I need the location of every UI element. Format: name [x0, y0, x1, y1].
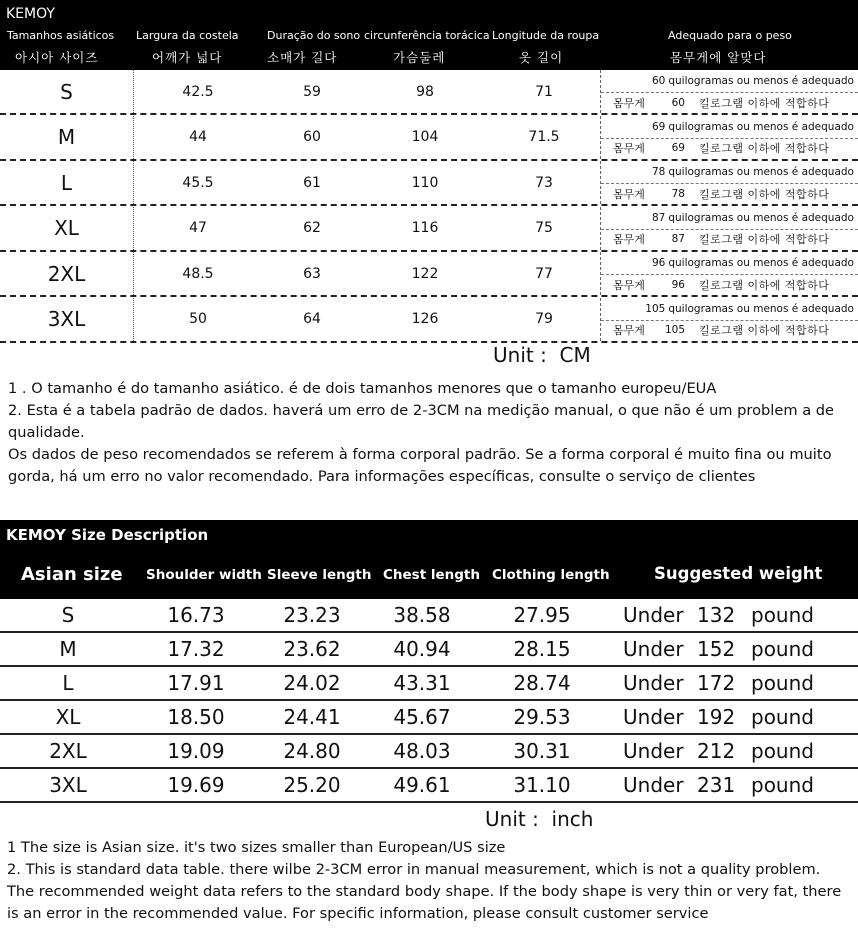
size-cell: M [0, 116, 134, 159]
weight-value: 96 [651, 257, 666, 269]
weight-value: 69 [671, 142, 685, 154]
chest-cell: 43.31 [393, 671, 451, 695]
weight-pt [601, 208, 858, 228]
length-cell: 77 [535, 265, 553, 282]
weight-prefix: Under [623, 671, 684, 695]
length-cell: 71.5 [528, 129, 560, 145]
size-cell: M [59, 637, 77, 661]
inch-col-weight: Suggested weight [654, 564, 823, 583]
inch-brand: KEMOY Size Description [6, 526, 209, 544]
size-cell: 2XL [49, 739, 87, 763]
weight-value: 172 [697, 671, 736, 695]
weight-ko [601, 274, 858, 294]
sleeve-cell: 23.23 [283, 603, 341, 627]
shoulder-cell: 18.50 [167, 705, 225, 729]
shoulder-cell: 17.32 [167, 637, 225, 661]
chest-cell: 45.67 [393, 705, 451, 729]
length-cell: 75 [535, 220, 553, 236]
weight-value: 69 [651, 120, 666, 133]
inch-col-length: Clothing length [492, 567, 610, 583]
chest-cell: 40.94 [393, 637, 451, 661]
length-cell: 71 [535, 83, 553, 100]
size-cell: S [61, 603, 75, 627]
inch-notes [7, 837, 852, 925]
table-row [0, 161, 858, 206]
sleeve-cell: 24.80 [283, 739, 341, 763]
table-row [0, 116, 858, 161]
weight-pt [601, 117, 858, 137]
chest-cell: 104 [411, 129, 439, 145]
table-row [0, 70, 858, 115]
weight-prefix: Under [623, 637, 684, 661]
weight-cell [600, 298, 858, 341]
weight-ko-text: 킬로그램 이하에 적합하다 [699, 324, 830, 337]
weight-ko-text: 킬로그램 이하에 적합하다 [699, 278, 830, 292]
weight-pt-text: quilogramas ou menos é adequado [668, 120, 854, 133]
weight-ko-label: 몸무게 [613, 233, 645, 246]
weight-value: 132 [697, 603, 736, 627]
weight-ko-text: 킬로그램 이하에 적합하다 [699, 96, 830, 110]
chest-cell: 126 [411, 311, 439, 327]
sleeve-cell: 25.20 [283, 773, 341, 797]
chest-cell: 116 [411, 220, 439, 236]
cm-col-length: Longitude da roupa 옷 길이 [492, 29, 600, 65]
length-cell: 27.95 [513, 603, 571, 627]
cm-note-3: Os dados de peso recomendados se referem à forma corporal padrão. Se a forma corporal é muito fina ou muito gorda, há um erro no valor recomendado. Para informações específicas, consulte o serviço de clientes [8, 446, 832, 485]
weight-pt-text: quilogramas ou menos é adequado [668, 302, 854, 315]
chest-cell: 98 [416, 83, 434, 100]
size-cell: 2XL [0, 252, 134, 295]
chest-cell: 49.61 [393, 773, 451, 797]
inch-col-shoulder: Shoulder width [146, 567, 262, 583]
size-cell: L [0, 161, 134, 204]
weight-ko-text: 킬로그램 이하에 적합하다 [699, 233, 830, 246]
shoulder-cell: 42.5 [182, 83, 214, 100]
weight-pt-text: quilogramas ou menos é adequado [668, 257, 854, 269]
cm-brand: KEMOY [6, 6, 55, 22]
weight-cell [600, 252, 858, 295]
cm-note-1: 1 . O tamanho é do tamanho asiático. é de dois tamanhos menores que o tamanho europeu/EUA [8, 380, 717, 397]
cm-col-size: Tamanhos asiáticos 아시아 사이즈 [7, 29, 115, 65]
weight-ko-text: 킬로그램 이하에 적합하다 [699, 142, 830, 155]
length-cell: 28.74 [513, 671, 571, 695]
chest-cell: 38.58 [393, 603, 451, 627]
weight-ko-label: 몸무게 [613, 142, 645, 155]
table-row [0, 735, 858, 769]
size-cell: 3XL [0, 298, 134, 341]
weight-ko [601, 138, 858, 158]
inch-col-chest: Chest length [383, 567, 480, 583]
weight-pt [601, 253, 858, 273]
weight-value: 105 [665, 324, 686, 336]
weight-value: 60 [651, 75, 666, 87]
weight-prefix: Under [623, 773, 684, 797]
shoulder-cell: 45.5 [182, 174, 214, 191]
weight-value: 105 [645, 302, 666, 315]
cm-unit-label: Unit : CM [493, 343, 591, 367]
weight-ko-label: 몸무게 [613, 96, 645, 110]
size-cell: 3XL [49, 773, 87, 797]
inch-col-sleeve: Sleeve length [267, 567, 372, 583]
sleeve-cell: 23.62 [283, 637, 341, 661]
weight-ko [601, 320, 858, 340]
weight-ko-label: 몸무게 [613, 278, 645, 292]
table-row [0, 252, 858, 297]
weight-value: 78 [651, 166, 666, 178]
cm-col-shoulder: Largura da costela 어깨가 넓다 [136, 29, 239, 65]
weight-value: 60 [671, 96, 685, 109]
sleeve-cell: 24.41 [283, 705, 341, 729]
weight-prefix: Under [623, 739, 684, 763]
shoulder-cell: 17.91 [167, 671, 225, 695]
weight-unit: pound [751, 705, 814, 729]
weight-unit: pound [751, 739, 814, 763]
weight-unit: pound [751, 637, 814, 661]
weight-value: 152 [697, 637, 736, 661]
cm-col-chest: circunferência torácica 가슴둘레 [364, 29, 490, 65]
weight-pt-text: quilogramas ou menos é adequado [668, 166, 854, 178]
weight-ko [601, 183, 858, 203]
sleeve-cell: 64 [303, 311, 321, 327]
table-row [0, 701, 858, 735]
table-row [0, 207, 858, 252]
cm-col-weight: Adequado para o peso 몸무게에 알맞다 [668, 29, 792, 65]
weight-value: 78 [671, 187, 685, 200]
shoulder-cell: 19.69 [167, 773, 225, 797]
length-cell: 30.31 [513, 739, 571, 763]
weight-prefix: Under [623, 603, 684, 627]
length-cell: 31.10 [513, 773, 571, 797]
shoulder-cell: 19.09 [167, 739, 225, 763]
weight-ko-text: 킬로그램 이하에 적합하다 [699, 187, 830, 201]
sleeve-cell: 61 [303, 174, 321, 191]
chest-cell: 48.03 [393, 739, 451, 763]
length-cell: 73 [535, 174, 553, 191]
weight-ko [601, 92, 858, 112]
length-cell: 29.53 [513, 705, 571, 729]
weight-value: 96 [671, 278, 685, 291]
sleeve-cell: 59 [303, 83, 321, 100]
cm-notes [8, 378, 853, 488]
weight-unit: pound [751, 671, 814, 695]
shoulder-cell: 48.5 [182, 265, 214, 282]
weight-pt [601, 162, 858, 182]
cm-table-header [0, 0, 858, 70]
sleeve-cell: 63 [303, 265, 321, 282]
weight-value: 87 [671, 233, 685, 245]
weight-pt-text: quilogramas ou menos é adequado [668, 75, 854, 87]
length-cell: 28.15 [513, 637, 571, 661]
weight-ko-label: 몸무게 [613, 187, 645, 201]
sleeve-cell: 60 [303, 129, 321, 145]
shoulder-cell: 50 [189, 311, 207, 327]
weight-pt-text: quilogramas ou menos é adequado [668, 211, 854, 224]
shoulder-cell: 16.73 [167, 603, 225, 627]
weight-value: 192 [697, 705, 736, 729]
cm-col-sleeve: Duração do sono 소매가 길다 [267, 29, 361, 65]
size-cell: L [62, 671, 74, 695]
weight-pt [601, 299, 858, 319]
weight-prefix: Under [623, 705, 684, 729]
weight-value: 87 [651, 211, 666, 224]
inch-unit-label: Unit : inch [485, 807, 594, 831]
inch-table-header [0, 520, 858, 599]
chest-cell: 122 [411, 265, 439, 282]
sleeve-cell: 24.02 [283, 671, 341, 695]
size-cell: XL [55, 705, 81, 729]
table-row [0, 298, 858, 343]
weight-cell [600, 207, 858, 250]
weight-ko-label: 몸무게 [613, 324, 645, 337]
shoulder-cell: 44 [189, 129, 207, 145]
sleeve-cell: 62 [303, 220, 321, 236]
weight-cell [600, 116, 858, 159]
weight-cell [600, 70, 858, 113]
length-cell: 79 [535, 311, 553, 327]
table-row [0, 599, 858, 633]
weight-value: 212 [697, 739, 736, 763]
size-cell: XL [0, 207, 134, 250]
weight-unit: pound [751, 773, 814, 797]
table-row [0, 769, 858, 803]
inch-note-1: 1 The size is Asian size. it's two sizes smaller than European/US size [7, 839, 506, 856]
table-row [0, 633, 858, 667]
inch-note-3: The recommended weight data refers to the standard body shape. If the body shape is very thin or very fat, there is an error in the recommended value. For specific information, please consult customer service [7, 883, 842, 922]
weight-unit: pound [751, 603, 814, 627]
size-cell: S [0, 70, 134, 113]
weight-ko [601, 229, 858, 249]
weight-value: 231 [697, 773, 736, 797]
weight-pt [601, 71, 858, 91]
weight-cell [600, 161, 858, 204]
table-row [0, 667, 858, 701]
cm-note-2: 2. Esta é a tabela padrão de dados. haverá um erro de 2-3CM na medição manual, o que não é um problem a de qualidade. [8, 402, 835, 441]
inch-note-2: 2. This is standard data table. there wilbe 2-3CM error in manual measurement, which is not a quality problem. [7, 861, 821, 878]
chest-cell: 110 [411, 174, 439, 191]
shoulder-cell: 47 [189, 220, 207, 236]
inch-col-size: Asian size [21, 564, 123, 585]
